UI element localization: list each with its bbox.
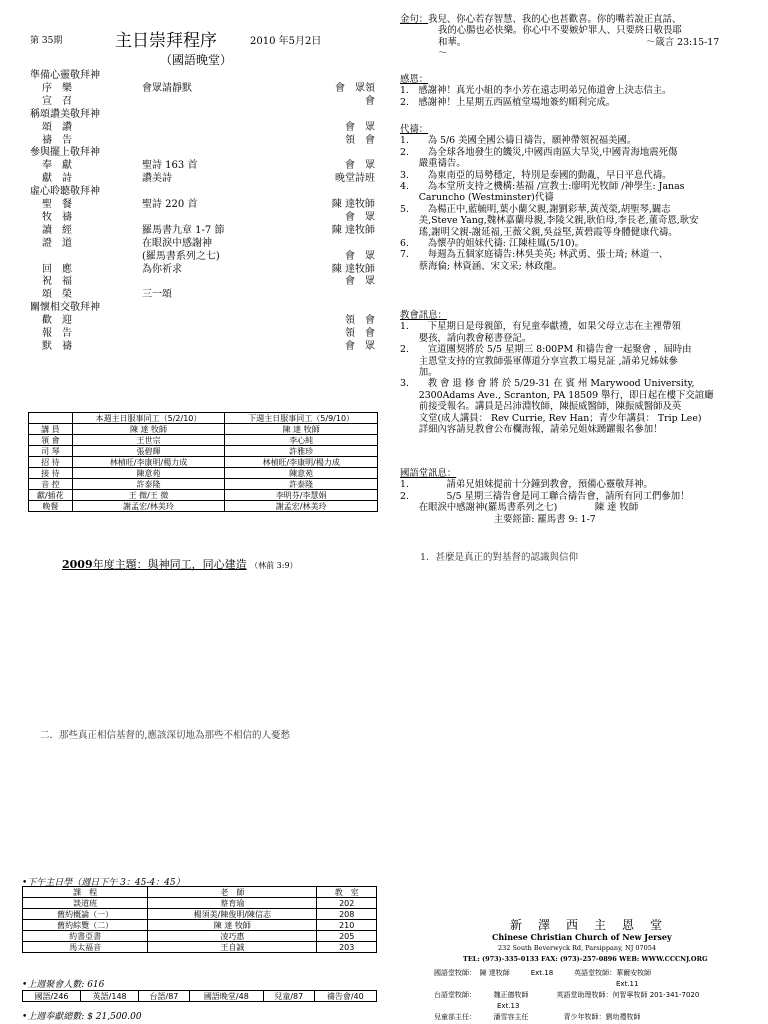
attendance-table [22,990,377,1002]
ss-row [23,942,377,953]
church-news-line: 3. 教 會 退 修 會 將 於 5/29-31 在 賓 州 Marywood University, [400,378,695,390]
ss-cell: 蔡育瑜 [148,898,317,909]
servers-cell: 獻/插花 [29,490,73,501]
servers-cell: 晚餐 [29,501,73,512]
attendance-cell: 兒童/87 [264,991,315,1002]
staff-line: 台語堂牧師： 魏正德牧師 英語堂助理牧師：何智寧牧師 201-341-7020 [434,991,700,999]
theme-reference: （林前 3:9） [250,561,298,570]
servers-row [29,490,378,501]
church-news-line: 主恩堂支持的宣教師張軍傳道分享宣教工場見証 ,請弟兄姊妹參 [400,355,678,367]
verse-line-1: 我兒、你心若存智慧、我的心也甚歡喜。你的嘴若說正直話、 [428,14,682,25]
program-section-heading: 虛心聆聽敬拜神 [30,186,100,198]
program-row [30,276,375,288]
ss-cell: 談道班 [23,898,148,909]
servers-row [29,457,378,468]
thanks-section [400,74,760,108]
program-content: 聖詩 163 首 [142,160,198,172]
servers-cell: 王 微/王 微 [72,490,225,501]
church-news-line: 2300Adams Ave., Scranton, PA 18509 舉行，即日起在樓下交誼廳 [400,389,714,401]
program-row [30,135,375,147]
theme-year: 2009 [62,558,93,571]
program-item: 獻 詩 [42,173,72,185]
program-section-heading: 準備心靈敬拜神 [30,70,100,81]
verse-reference: ～箴言 23:15-17 [646,36,720,48]
servers-row [29,424,378,435]
church-news-line: 詳細內容請見教會公布欄海報，請弟兄姐妹踴躍報名參加！ [400,424,663,436]
servers-cell: 許雅珍 [225,446,378,457]
program-content: 聖詩 220 首 [142,199,198,210]
program-person: 會 眾 [345,340,375,352]
ss-header-cell: 課 程 [23,887,148,898]
church-news-heading: 教會訊息： [400,310,447,321]
program-row [30,328,375,340]
program-row [30,160,375,172]
program-item: 禱 告 [42,134,72,146]
servers-row [29,479,378,490]
servers-header-cell [29,413,73,424]
prayer-section [400,124,760,272]
program-content: 為你祈求 [142,263,182,275]
memory-verse [400,14,750,60]
program-row [30,83,375,95]
church-news-section [400,310,760,435]
church-news-line: 嬰孩，請向教會秘書登記。 [400,332,532,344]
program-row [30,173,375,185]
prayer-line: 2. 為全球各地發生的饑災,中國西南區大旱災,中國青海地震死傷 [400,146,678,158]
thanks-item: 2. 感謝神！上星期五西區植堂場地簽約順利完成。 [400,96,616,108]
church-news-line: 1. 下星期日是母親節，有兒童奉獻禮，如果父母立志在主裡帶領 [400,321,681,333]
sermon-note-2: 二．那些真正相信基督的,應該深切地為那些不相信的人憂愁 [40,730,291,741]
program-person: 陳 達牧師 [331,199,375,210]
church-name-zh: 新 澤 西 主 恩 堂 [510,918,665,932]
program-item: 報 告 [42,328,72,339]
program-person: 會 眾領 [335,82,375,94]
prayer-heading: 代禱： [400,124,429,135]
servers-cell: 領 會 [29,435,73,446]
thanks-heading: 感恩： [400,74,429,85]
servers-cell: 王世宗 [72,435,225,446]
ss-cell: 楊須美/陳俊明/陳信志 [148,909,317,920]
program-person: 晚堂詩班 [335,173,375,185]
servers-row [29,446,378,457]
prayer-line: 嚴重禱告。 [400,158,466,170]
program-row [30,238,375,250]
program-section-heading: 參與擺上敬拜神 [30,147,100,159]
ss-cell: 210 [317,920,377,931]
program-item: 頌 榮 [42,289,72,301]
church-news-line: 加。 [400,367,438,379]
mandarin-news-line: 1. 請弟兄姐妹提前十分鐘到教會，預備心靈敬拜神。 [400,479,653,491]
ss-cell: 208 [317,909,377,920]
attendance-cell: 國語晚堂/48 [189,991,263,1002]
ss-row [23,920,377,931]
servers-row [29,468,378,479]
servers-cell: 李明芬/李慧娟 [225,490,378,501]
program-row [30,212,375,224]
ss-row [23,909,377,920]
ss-header-row [23,887,377,898]
servers-cell: 陳 達 牧師 [72,424,225,435]
servers-cell: 林楨旺/李康明/楊力成 [72,457,225,468]
ss-cell: 205 [317,931,377,942]
servers-cell: 接 待 [29,468,73,479]
program-row [30,225,375,237]
prayer-line: 5. 為楊正中,藍毓明,葉小蘭父親,謝劉彩華,黃茂榮,胡聖琴,闞志 [400,203,671,215]
program-item: 默 禱 [42,340,72,352]
servers-cell: 司 琴 [29,446,73,457]
program-person: 領 會 [345,315,375,327]
verse-line-3: 和華。 [438,36,467,48]
church-news-line: 2. 宣道團契將於 5/5 星期三 8:00PM 和禱告會一起聚會 ，屆時由 [400,344,692,356]
servers-cell: 音 控 [29,479,73,490]
prayer-line: 瑤,謝明父親-謝延福,王薇父親,吳益堅,黃碧霞等身體健康代禱。 [400,226,678,238]
program-item: 讀 經 [42,224,72,236]
program-person: 會 眾 [345,160,375,172]
program-item: 祝 福 [42,276,72,288]
program-item: 聖 餐 [42,199,72,210]
program-person: 會 眾 [345,211,375,223]
program-person: 會 眾 [345,250,375,262]
program-item: 宣 召 [42,95,72,107]
church-name-en: Chinese Christian Church of New Jersey [492,932,672,942]
mandarin-news-line: 2. 5/5 星期三禱告會是同工聯合禱告會，請所有同工們參加！ [400,490,690,502]
theme-text: 年度主題：與神同工，同心建造 [92,558,247,571]
program-row [30,264,375,276]
staff-line: Ext.13 [434,1002,520,1010]
program-content: 三一頌 [142,289,172,301]
ss-cell: 203 [317,942,377,953]
prayer-line: Caruncho (Westminster)代禱 [400,192,554,204]
sunday-school-title: •下午主日學（週日下午 3：45-4：45） [22,878,185,888]
program-person: 陳 達牧師 [331,224,375,236]
program-item: 奉 獻 [42,160,72,172]
program-row [30,199,375,211]
program-person: 領 會 [345,328,375,339]
prayer-line: 6. 為懷孕的姐妹代禱: 江陳桂鳳(5/10)。 [400,238,585,250]
service-subtitle: （國語晚堂） [160,53,233,67]
servers-cell: 李心純 [225,435,378,446]
program-item: 回 應 [42,263,72,275]
verse-line-2: 我的心腸也必快樂。你心中不要嫉妒罪人、只要終日敬畏耶 [438,25,682,37]
program-content: 在眼淚中感謝神 [142,237,212,249]
servers-cell: 謝孟宏/林美玲 [225,501,378,512]
church-contact: TEL: (973)-335-0133 FAX: (973)-257-0896 WEB: WWW.CCCNJ.ORG [463,955,708,963]
program-item: 牧 禱 [42,211,72,223]
ss-cell: 舊約概論（一） [23,909,148,920]
prayer-line: 1. 為 5/6 美國全國公禱日禱告，願神帶領祝福美國。 [400,135,637,147]
verse-line-4: ～ [438,48,448,60]
ss-row [23,931,377,942]
program-content: 讚美詩 [142,173,172,185]
servers-row [29,501,378,512]
servers-cell: 許泰隆 [225,479,378,490]
ss-header-cell: 老 師 [148,887,317,898]
ss-cell: 陳 達 牧師 [148,920,317,931]
prayer-line: 7. 每週為五個家庭禱告:林吳美英; 林武勇、張士琦; 林道一、 [400,249,669,261]
program-content: (羅馬書系列之七) [142,250,220,262]
program-person: 會 [365,95,375,107]
program-content: 羅馬書九章 1-7 節 [142,224,225,236]
mandarin-news-section [400,468,760,525]
staff-line: 兒童部主任： 潘雪容主任 青少年牧師：劉幼禮牧師 [434,1013,641,1021]
church-address: 232 South Beverwyck Rd, Parsippany, NJ 07054 [498,944,657,952]
program-row [30,341,375,353]
servers-cell: 陳 達 牧師 [225,424,378,435]
thanks-item: 1. 感謝神！真光小組的李小芳在遠志明弟兄佈道會上決志信主。 [400,85,672,97]
prayer-line: 蔡海倫; 林資涵、宋文采; 林政龍。 [400,260,563,272]
program-content: 會眾請靜默 [142,82,192,94]
servers-cell: 許泰隆 [72,479,225,490]
program-row [30,289,375,301]
program-person: 會 眾 [345,121,375,133]
program-item: 歡 迎 [42,315,72,327]
servers-row [29,435,378,446]
servers-cell: 張碧輝 [72,446,225,457]
church-news-line: 文堂(成人講員： Rev Currie, Rev Han；青少年講員： Trip Lee) [400,412,702,424]
program-row [30,122,375,134]
ss-cell: 凌巧惠 [148,931,317,942]
ss-cell: 舊約綜覽（二） [23,920,148,931]
ss-cell: 約書亞書 [23,931,148,942]
prayer-line: 4. 為本堂所支持之機構:基福 /宣教士:廖明光牧師 /神學生: Janas [400,181,685,193]
servers-cell: 陳意苑 [72,468,225,479]
mandarin-news-heading: 國語堂訊息： [400,468,457,479]
mandarin-news-line: 主要經節: 羅馬書 9: 1-7 [400,513,596,525]
ss-header-cell: 教 室 [317,887,377,898]
program-section-heading: 關懷相交敬拜神 [30,302,100,314]
attendance-cell: 禱告會/40 [314,991,376,1002]
attendance-cell: 台語/87 [139,991,190,1002]
offering-total: •上週奉獻總數: $ 21,500.00 [22,1012,142,1022]
staff-line: 國語堂牧師： 陳 達牧師 Ext.18 英語堂牧師：華爾安牧師 [434,969,652,977]
servers-header-cell: 下週主日服事同工（5/9/10） [225,413,378,424]
servers-cell: 謝孟宏/林美玲 [72,501,225,512]
program-person: 領 會 [345,134,375,146]
program-item: 序 樂 [42,82,72,94]
program-row [30,96,375,108]
mandarin-news-line: 在眼淚中感謝神(羅馬書系列之七) 陳 達 牧師 [400,502,639,514]
servers-cell: 陳意苑 [225,468,378,479]
servers-table [28,412,378,512]
attendance-cell: 國語/246 [23,991,81,1002]
annual-theme [62,556,298,572]
page-title: 主日崇拜程序 [115,31,217,51]
program-person: 會 眾 [345,276,375,288]
prayer-line: 3. 為東南亞的局勢穩定，特別是泰國的動亂，早日平息代禱。 [400,169,672,181]
ss-row [23,898,377,909]
church-news-line: 前接受報名。講員是呂沛淵牧師，陳振威醫師，陳振威醫師及英 [400,401,682,413]
issue-number: 第 35期 [30,36,63,46]
program-person: 陳 達牧師 [331,263,375,275]
program-row [30,251,375,263]
attendance-cell: 英語/148 [81,991,139,1002]
program-item: 證 道 [42,237,72,249]
ss-cell: 王自誠 [148,942,317,953]
sermon-note-1: 1．甚麼是真正的對基督的認識與信仰 [420,552,579,563]
servers-header-row [29,413,378,424]
prayer-line: 美,Steve Yang,魏林嘉蘭母親,李陵父親,耿伯母,李長老,董奇恩,耿安 [400,215,699,227]
ss-cell: 202 [317,898,377,909]
sunday-school-table [22,886,377,953]
service-date: 2010 年5月2日 [250,36,322,47]
attendance-title: •上週聚會人數: 616 [22,980,105,990]
program-row [30,315,375,327]
servers-header-cell: 本週主日服事同工（5/2/10） [72,413,225,424]
program-section-heading: 稱頌讚美敬拜神 [30,108,100,120]
program-item: 頌 讚 [42,121,72,133]
servers-cell: 招 待 [29,457,73,468]
ss-cell: 馬太福音 [23,942,148,953]
servers-cell: 林楨旺/李康明/楊力成 [225,457,378,468]
verse-label: 金句： [400,14,429,25]
servers-cell: 講 員 [29,424,73,435]
staff-line: Ext.11 [434,980,639,988]
